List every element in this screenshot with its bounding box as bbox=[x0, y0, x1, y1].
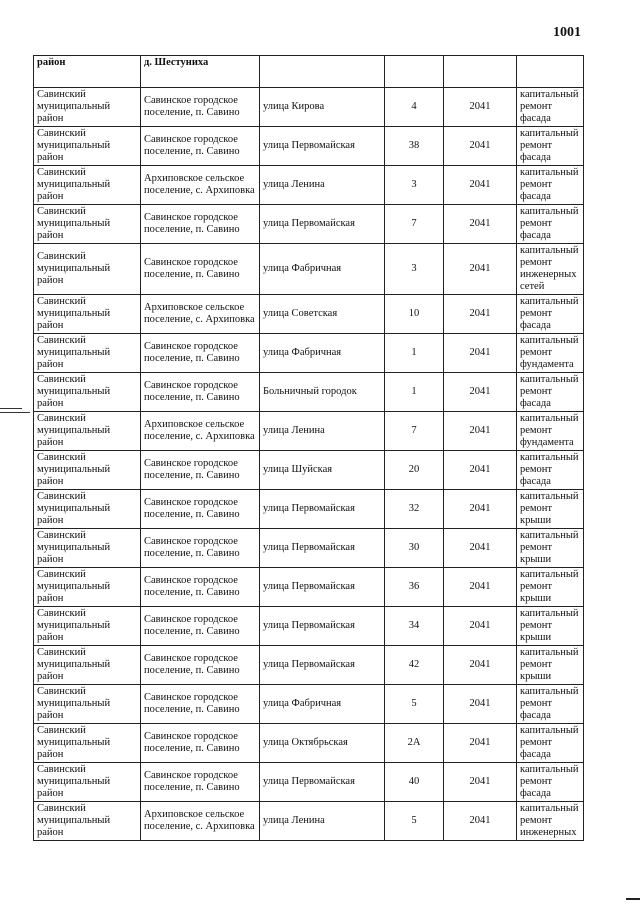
cell-street: улица Кирова bbox=[260, 88, 385, 127]
cell-settlement: Савинское городское поселение, п. Савино bbox=[141, 568, 260, 607]
cell-house: 7 bbox=[385, 205, 444, 244]
cell-district: Савинский муниципальный район bbox=[34, 88, 141, 127]
cell-settlement: Савинское городское поселение, п. Савино bbox=[141, 244, 260, 295]
cell-work-type: капитальный ремонт фасада bbox=[517, 685, 584, 724]
cell-settlement: Савинское городское поселение, п. Савино bbox=[141, 451, 260, 490]
cell-year: 2041 bbox=[444, 205, 517, 244]
cell-house: 3 bbox=[385, 166, 444, 205]
cell-district: Савинский муниципальный район bbox=[34, 529, 141, 568]
cell-district: Савинский муниципальный район bbox=[34, 244, 141, 295]
table-row bbox=[34, 490, 584, 529]
cell-house: 7 bbox=[385, 412, 444, 451]
cell-settlement: Архиповское сельское поселение, с. Архиповка bbox=[141, 412, 260, 451]
cell-street: улица Шуйская bbox=[260, 451, 385, 490]
cell-year: 2041 bbox=[444, 244, 517, 295]
table-row-continued bbox=[34, 56, 584, 88]
table-row bbox=[34, 802, 584, 841]
cell-settlement: Савинское городское поселение, п. Савино bbox=[141, 334, 260, 373]
cell-house: 5 bbox=[385, 802, 444, 841]
cell-house: 1 bbox=[385, 373, 444, 412]
cell-work-type: капитальный ремонт фасада bbox=[517, 205, 584, 244]
cell-street: улица Первомайская bbox=[260, 763, 385, 802]
cell-street: улица Ленина bbox=[260, 802, 385, 841]
cell-district: Савинский муниципальный район bbox=[34, 802, 141, 841]
table-row bbox=[34, 373, 584, 412]
cell-settlement: Савинское городское поселение, п. Савино bbox=[141, 607, 260, 646]
cell-house: 36 bbox=[385, 568, 444, 607]
cell-settlement: Архиповское сельское поселение, с. Архиповка bbox=[141, 802, 260, 841]
cell-district: Савинский муниципальный район bbox=[34, 295, 141, 334]
cell-work-type: капитальный ремонт фасада bbox=[517, 724, 584, 763]
cell-house: 32 bbox=[385, 490, 444, 529]
cell-street: улица Первомайская bbox=[260, 205, 385, 244]
cell-settlement: Савинское городское поселение, п. Савино bbox=[141, 685, 260, 724]
table-row bbox=[34, 607, 584, 646]
cell-year: 2041 bbox=[444, 568, 517, 607]
table-row bbox=[34, 88, 584, 127]
cell-work-type: капитальный ремонт инженерных bbox=[517, 802, 584, 841]
table-row bbox=[34, 295, 584, 334]
cell-house: 20 bbox=[385, 451, 444, 490]
table-row bbox=[34, 568, 584, 607]
edge-mark bbox=[626, 898, 640, 900]
cell-year: 2041 bbox=[444, 88, 517, 127]
cell-work-type: капитальный ремонт фасада bbox=[517, 127, 584, 166]
cell-work-type: капитальный ремонт фасада bbox=[517, 373, 584, 412]
cell-street: улица Октябрьская bbox=[260, 724, 385, 763]
cell-year: 2041 bbox=[444, 127, 517, 166]
cell-work-type: капитальный ремонт фундамента bbox=[517, 412, 584, 451]
cell-settlement: Савинское городское поселение, п. Савино bbox=[141, 88, 260, 127]
cell-work-type: капитальный ремонт фасада bbox=[517, 88, 584, 127]
cell-district: Савинский муниципальный район bbox=[34, 724, 141, 763]
cell-settlement: Савинское городское поселение, п. Савино bbox=[141, 127, 260, 166]
cell-year: 2041 bbox=[444, 607, 517, 646]
cell-settlement: Савинское городское поселение, п. Савино bbox=[141, 724, 260, 763]
cell-house: 30 bbox=[385, 529, 444, 568]
cell-district: Савинский муниципальный район bbox=[34, 412, 141, 451]
cell-settlement: Савинское городское поселение, п. Савино bbox=[141, 490, 260, 529]
table-row bbox=[34, 646, 584, 685]
cell-street: улица Первомайская bbox=[260, 646, 385, 685]
cell-street: Больничный городок bbox=[260, 373, 385, 412]
cell-year: 2041 bbox=[444, 451, 517, 490]
cell-year: 2041 bbox=[444, 490, 517, 529]
page-number: 1001 bbox=[553, 25, 581, 40]
cell-house bbox=[385, 56, 444, 88]
cell-year: 2041 bbox=[444, 166, 517, 205]
cell-house: 1 bbox=[385, 334, 444, 373]
cell-street: улица Фабричная bbox=[260, 334, 385, 373]
cell-street: улица Первомайская bbox=[260, 568, 385, 607]
cell-year: 2041 bbox=[444, 646, 517, 685]
cell-work-type: капитальный ремонт крыши bbox=[517, 646, 584, 685]
cell-work-type: капитальный ремонт крыши bbox=[517, 529, 584, 568]
cell-work-type: капитальный ремонт фундамента bbox=[517, 334, 584, 373]
table-row bbox=[34, 205, 584, 244]
cell-year: 2041 bbox=[444, 373, 517, 412]
cell-street: улица Ленина bbox=[260, 412, 385, 451]
table-row bbox=[34, 412, 584, 451]
cell-district: Савинский муниципальный район bbox=[34, 685, 141, 724]
cell-district: Савинский муниципальный район bbox=[34, 607, 141, 646]
cell-work-type: капитальный ремонт крыши bbox=[517, 490, 584, 529]
cell-street: улица Фабричная bbox=[260, 685, 385, 724]
cell-work-type: капитальный ремонт фасада bbox=[517, 451, 584, 490]
cell-year: 2041 bbox=[444, 529, 517, 568]
cell-street: улица Первомайская bbox=[260, 127, 385, 166]
cell-street: улица Первомайская bbox=[260, 529, 385, 568]
cell-district: Савинский муниципальный район bbox=[34, 166, 141, 205]
cell-settlement: Архиповское сельское поселение, с. Архиповка bbox=[141, 166, 260, 205]
table-row bbox=[34, 244, 584, 295]
cell-work-type: капитальный ремонт инженерных сетей bbox=[517, 244, 584, 295]
cell-house: 10 bbox=[385, 295, 444, 334]
cell-settlement: д. Шестуниха bbox=[141, 56, 260, 88]
table-row bbox=[34, 166, 584, 205]
cell-district: Савинский муниципальный район bbox=[34, 334, 141, 373]
cell-district: Савинский муниципальный район bbox=[34, 451, 141, 490]
table-row bbox=[34, 529, 584, 568]
cell-year: 2041 bbox=[444, 763, 517, 802]
cell-settlement: Архиповское сельское поселение, с. Архиповка bbox=[141, 295, 260, 334]
cell-street bbox=[260, 56, 385, 88]
cell-district: Савинский муниципальный район bbox=[34, 127, 141, 166]
cell-year: 2041 bbox=[444, 295, 517, 334]
cell-settlement: Савинское городское поселение, п. Савино bbox=[141, 373, 260, 412]
margin-mark bbox=[0, 412, 30, 413]
cell-street: улица Фабричная bbox=[260, 244, 385, 295]
cell-year: 2041 bbox=[444, 685, 517, 724]
cell-house: 5 bbox=[385, 685, 444, 724]
table-row bbox=[34, 685, 584, 724]
cell-street: улица Первомайская bbox=[260, 490, 385, 529]
margin-mark bbox=[0, 408, 22, 409]
table-row bbox=[34, 334, 584, 373]
cell-house: 42 bbox=[385, 646, 444, 685]
cell-year: 2041 bbox=[444, 724, 517, 763]
cell-year bbox=[444, 56, 517, 88]
cell-work-type: капитальный ремонт фасада bbox=[517, 763, 584, 802]
cell-street: улица Советская bbox=[260, 295, 385, 334]
cell-work-type: капитальный ремонт крыши bbox=[517, 607, 584, 646]
table-row bbox=[34, 127, 584, 166]
cell-street: улица Первомайская bbox=[260, 607, 385, 646]
cell-work-type bbox=[517, 56, 584, 88]
cell-settlement: Савинское городское поселение, п. Савино bbox=[141, 646, 260, 685]
cell-district: Савинский муниципальный район bbox=[34, 205, 141, 244]
cell-year: 2041 bbox=[444, 802, 517, 841]
cell-work-type: капитальный ремонт фасада bbox=[517, 166, 584, 205]
repair-schedule-table bbox=[33, 55, 584, 841]
cell-house: 38 bbox=[385, 127, 444, 166]
cell-house: 34 bbox=[385, 607, 444, 646]
cell-work-type: капитальный ремонт крыши bbox=[517, 568, 584, 607]
cell-district: Савинский муниципальный район bbox=[34, 490, 141, 529]
cell-district: Савинский муниципальный район bbox=[34, 763, 141, 802]
cell-district: Савинский муниципальный район bbox=[34, 646, 141, 685]
cell-settlement: Савинское городское поселение, п. Савино bbox=[141, 763, 260, 802]
cell-house: 4 bbox=[385, 88, 444, 127]
cell-settlement: Савинское городское поселение, п. Савино bbox=[141, 205, 260, 244]
cell-house: 2А bbox=[385, 724, 444, 763]
cell-street: улица Ленина bbox=[260, 166, 385, 205]
cell-house: 3 bbox=[385, 244, 444, 295]
cell-settlement: Савинское городское поселение, п. Савино bbox=[141, 529, 260, 568]
table-row bbox=[34, 763, 584, 802]
table-row bbox=[34, 724, 584, 763]
table-row bbox=[34, 451, 584, 490]
cell-house: 40 bbox=[385, 763, 444, 802]
cell-work-type: капитальный ремонт фасада bbox=[517, 295, 584, 334]
cell-year: 2041 bbox=[444, 334, 517, 373]
cell-district: Савинский муниципальный район bbox=[34, 568, 141, 607]
cell-district: район bbox=[34, 56, 141, 88]
cell-district: Савинский муниципальный район bbox=[34, 373, 141, 412]
cell-year: 2041 bbox=[444, 412, 517, 451]
